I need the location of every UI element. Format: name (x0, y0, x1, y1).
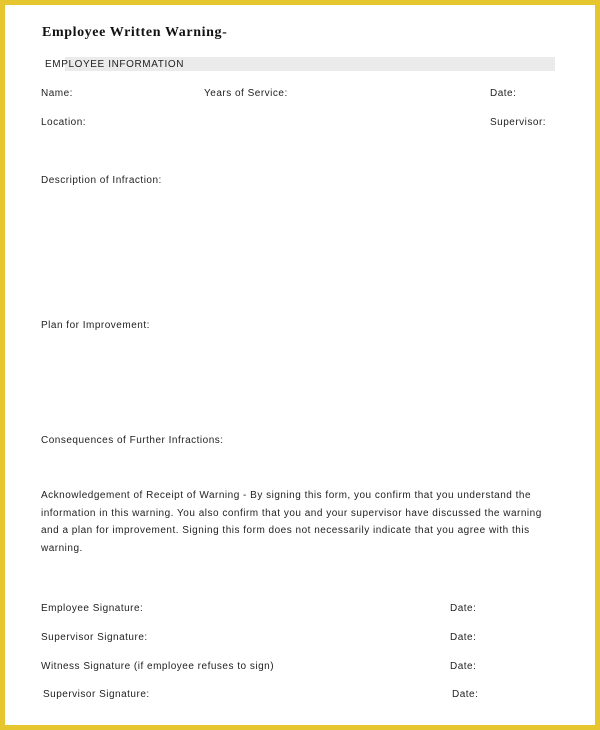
employee-signature-label: Employee Signature: (41, 603, 144, 614)
witness-signature-date-label: Date: (450, 661, 477, 672)
acknowledgement-line: information in this warning. You also confirm that you and your supervisor have discussed the warning (41, 507, 542, 519)
location-label: Location: (41, 117, 87, 128)
acknowledgement-paragraph (41, 487, 571, 557)
date-label: Date: (490, 88, 517, 99)
acknowledgement-line: Acknowledgement of Receipt of Warning - By signing this form, you confirm that you understand the (41, 490, 532, 501)
supervisor-signature-2-date-label: Date: (452, 689, 479, 700)
form-title: Employee Written Warning- (42, 25, 228, 40)
acknowledgement-line: and a plan for improvement. Signing this form does not necessarily indicate that you agree with this (41, 525, 530, 536)
years-of-service-label: Years of Service: (204, 88, 288, 99)
plan-for-improvement-label: Plan for Improvement: (41, 320, 150, 331)
section-header-employee-information: EMPLOYEE INFORMATION (45, 59, 185, 70)
consequences-label: Consequences of Further Infractions: (41, 435, 224, 446)
description-of-infraction-label: Description of Infraction: (41, 175, 162, 186)
supervisor-signature-label: Supervisor Signature: (41, 632, 148, 643)
name-label: Name: (41, 88, 73, 99)
supervisor-signature-label-2: Supervisor Signature: (43, 689, 150, 700)
supervisor-label: Supervisor: (490, 117, 547, 128)
supervisor-signature-date-label: Date: (450, 632, 477, 643)
employee-signature-date-label: Date: (450, 603, 477, 614)
witness-signature-label: Witness Signature (if employee refuses to sign) (41, 661, 275, 672)
acknowledgement-line: warning. (41, 542, 83, 554)
